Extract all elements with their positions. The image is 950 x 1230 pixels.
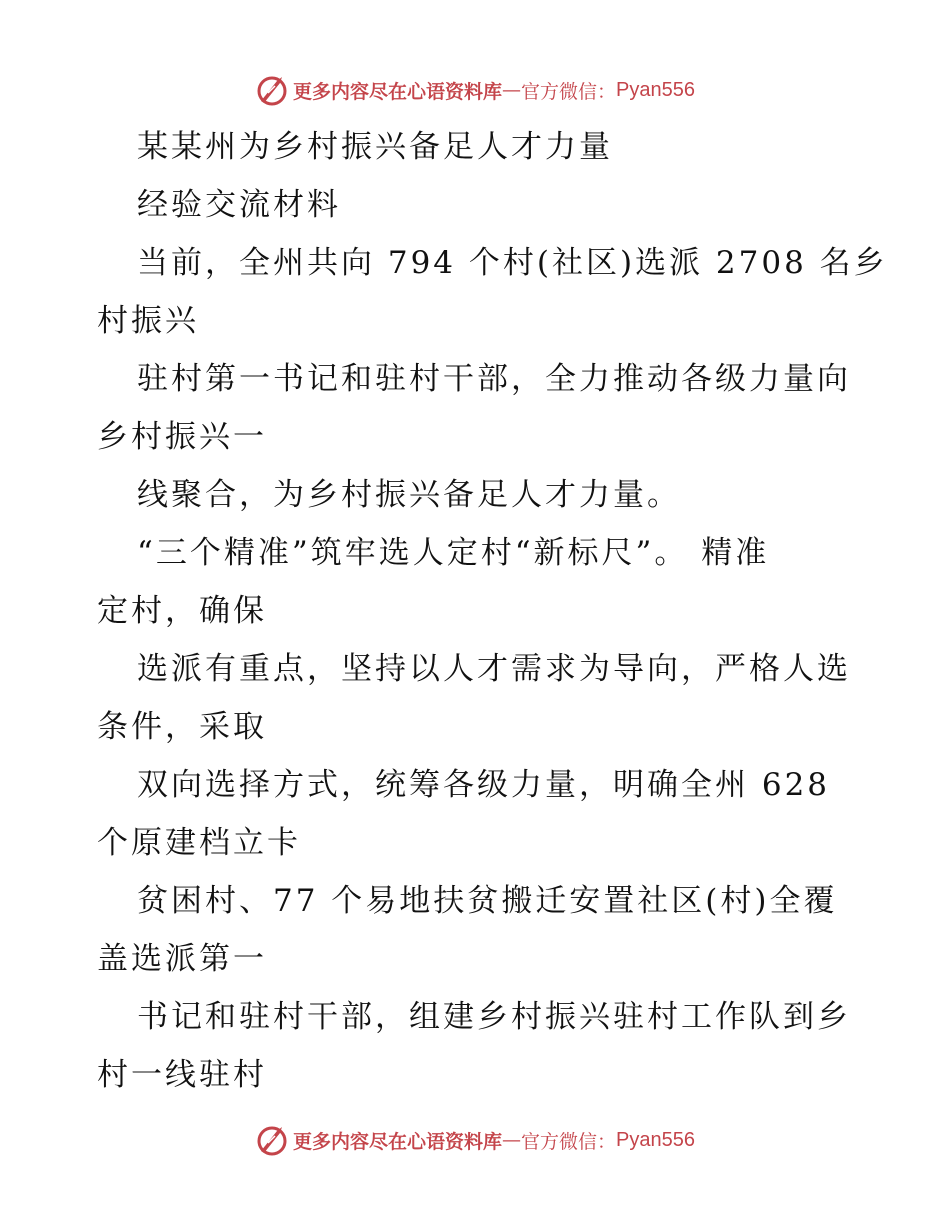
doc-line: 村振兴 (97, 303, 199, 339)
banner-dash: — (502, 1129, 522, 1151)
pen-logo-icon (255, 1123, 289, 1157)
doc-line: 选派有重点，坚持以人才需求为导向，严格人选 (137, 651, 851, 687)
doc-line: 书记和驻村干部，组建乡村振兴驻村工作队到乡 (137, 999, 851, 1035)
doc-line: 贫困村、77 个易地扶贫搬迁安置社区(村)全覆 (137, 883, 838, 919)
doc-line: “三个精准”筑牢选人定村“新标尺”。 精准 (137, 535, 770, 571)
doc-line: 个原建档立卡 (97, 825, 301, 861)
doc-line: 条件，采取 (97, 709, 267, 745)
pen-logo-icon (255, 73, 289, 107)
banner-text: 更多内容尽在心语资料库 (293, 80, 503, 103)
banner-dash: — (502, 79, 522, 101)
banner-wechat-id: Pyan556 (616, 1128, 695, 1151)
doc-line: 乡村振兴一 (97, 419, 267, 455)
doc-line: 定村，确保 (97, 593, 267, 629)
doc-line: 经验交流材料 (137, 187, 341, 223)
banner-text: 更多内容尽在心语资料库 (293, 1130, 503, 1153)
banner-wechat-label: 官方微信： (521, 80, 617, 103)
banner-wechat-id: Pyan556 (616, 78, 695, 101)
doc-line: 双向选择方式，统筹各级力量，明确全州 628 (137, 767, 831, 803)
doc-line: 村一线驻村 (97, 1057, 267, 1093)
banner-wechat-label: 官方微信： (521, 1130, 617, 1153)
header-banner (0, 68, 950, 112)
footer-banner (0, 1118, 950, 1162)
doc-line: 线聚合，为乡村振兴备足人才力量。 (137, 477, 681, 513)
doc-line: 当前，全州共向 794 个村(社区)选派 2708 名乡 (137, 245, 888, 281)
doc-line: 某某州为乡村振兴备足人才力量 (137, 129, 613, 165)
doc-line: 盖选派第一 (97, 941, 267, 977)
doc-line: 驻村第一书记和驻村干部，全力推动各级力量向 (137, 361, 851, 397)
